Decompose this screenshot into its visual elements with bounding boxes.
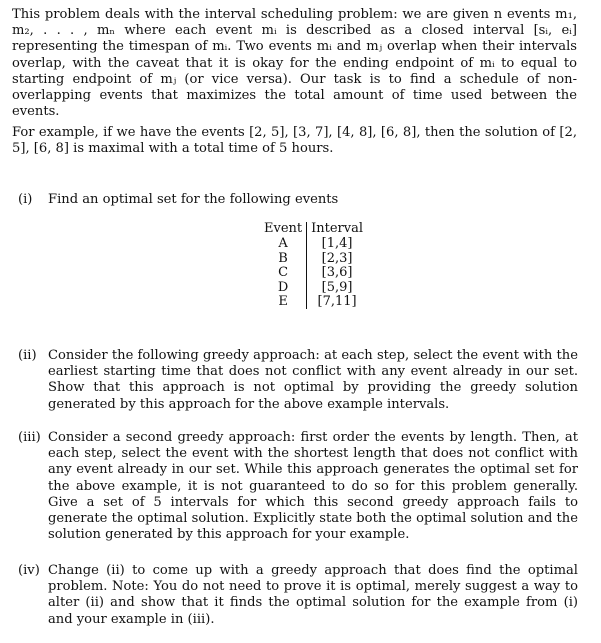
interval-cell: [5,9] [321,279,353,295]
question-ii [18,348,578,413]
question-i [18,192,578,208]
question-number: (iii) [18,430,41,445]
event-column-header: Event [260,222,307,237]
interval-cell: [2,3] [321,250,353,266]
question-text: Change (ii) to come up with a greedy approach that does find the optimal problem. Note: You do not need to prove it is optimal, merely suggest a way to alter (ii) and show that it finds the optimal solution for the example from (i) and your example in (iii). [48,563,578,627]
event-cell: E [260,295,307,309]
question-number: (i) [18,192,33,207]
table-row [260,237,367,251]
question-iii [18,430,578,543]
question-number: (iv) [18,563,40,578]
question-text: Consider the following greedy approach: at each step, select the event with the earliest starting time that does not conflict with any event already in our set. Show that this approach is not optimal by providing the greedy solution generated by this approach for the above example intervals. [48,348,578,412]
question-text: Find an optimal set for the following events [48,192,339,207]
interval-cell: [7,11] [317,294,357,310]
question-number: (ii) [18,348,37,363]
question-iv [18,563,578,628]
event-cell: A [260,237,307,251]
table-row [260,295,367,309]
event-cell: C [260,266,307,280]
table-row [260,252,367,266]
event-cell: B [260,252,307,266]
intro-paragraph: This problem deals with the interval scheduling problem: we are given n events m₁, m₂, . . . , mₙ where each event mᵢ is described as a closed interval [sᵢ, eᵢ] representing the timespan of mᵢ. Two events mᵢ and mⱼ overlap when their intervals overlap, with the caveat that it is okay for the ending endpoint of mᵢ to equal to starting endpoint of mⱼ (or vice versa). Our task is to find a schedule of non-overlapping events that maximizes the total amount of time used between the events. [12,7,577,120]
question-text: Consider a second greedy approach: first order the events by length. Then, at each step, select the event with the shortest length that does not conflict with any event already in our set. While this approach generates the optimal set for the above example, it is not guaranteed to do so for this problem generally. Give a set of 5 intervals for which this second greedy approach fails to generate the optimal solution. Explicitly state both the optimal solution and the solution generated by this approach for your example. [48,430,578,543]
event-cell: D [260,281,307,295]
table-header-row [260,222,367,237]
interval-cell: [3,6] [321,265,353,281]
events-table [260,222,367,309]
interval-column-header: Interval [311,221,364,236]
example-paragraph: For example, if we have the events [2, 5], [3, 7], [4, 8], [6, 8], then the solution of [2, 5], [6, 8] is maximal with a total time of 5 hours. [12,125,577,157]
table-row [260,266,367,280]
table-row [260,281,367,295]
interval-cell: [1,4] [321,236,353,252]
